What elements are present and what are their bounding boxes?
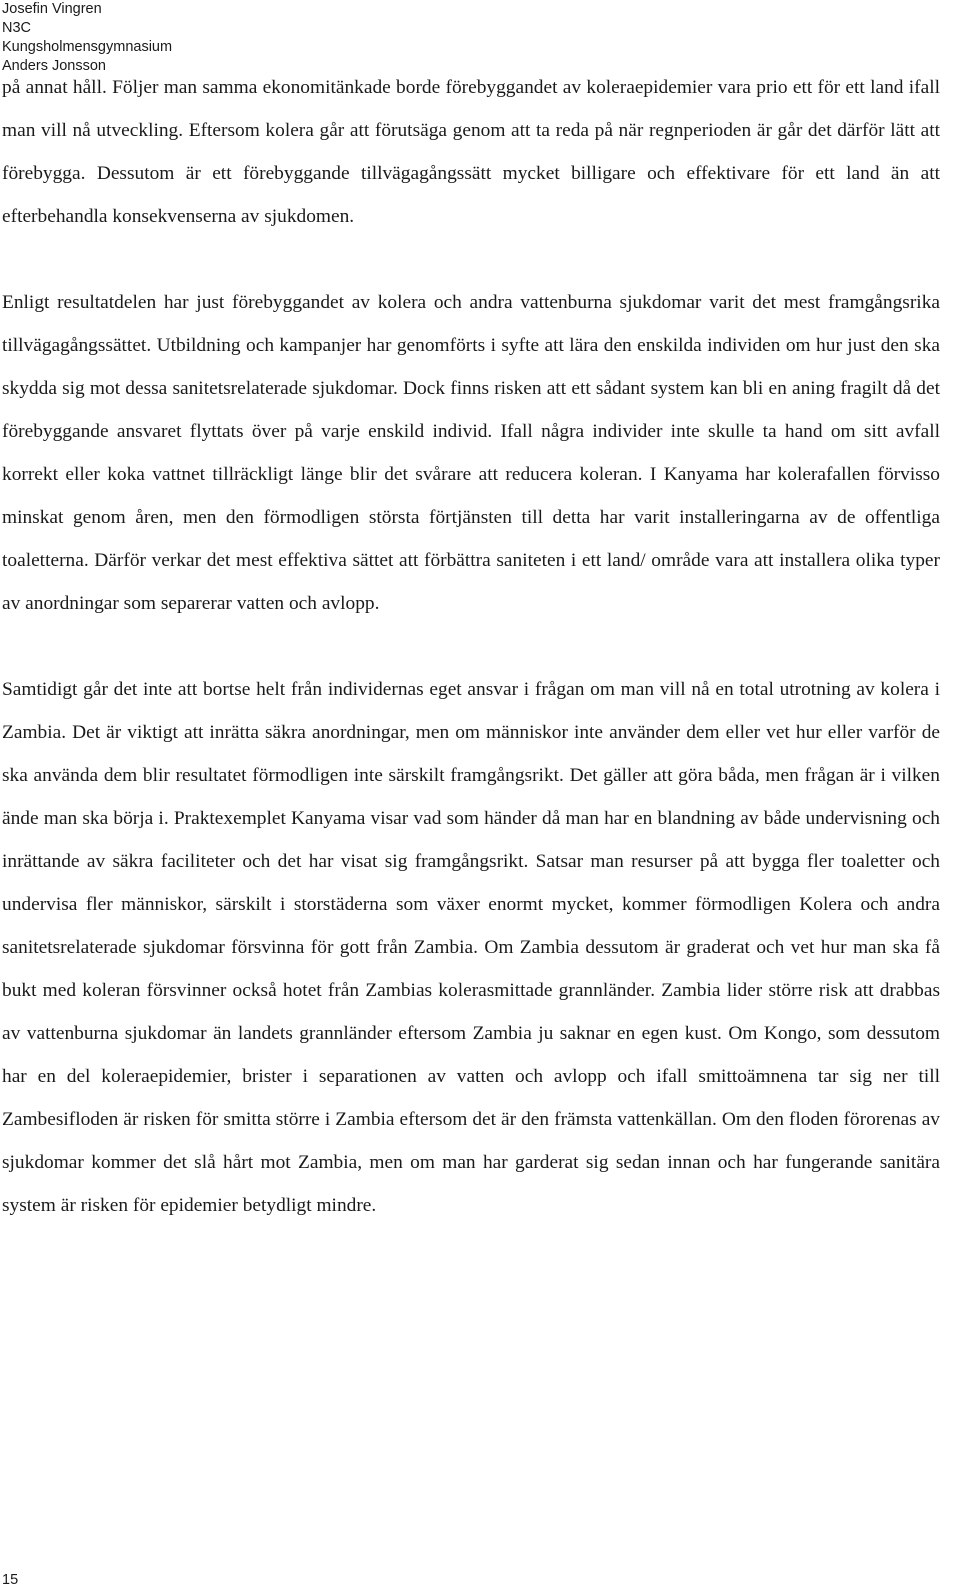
author-name: Josefin Vingren [2, 1, 102, 17]
document-body [2, 66, 940, 1227]
school-name: Kungsholmensgymnasium [2, 39, 173, 55]
paragraph-results-prevention: Enligt resultatdelen har just förebyggandet av kolera och andra vattenburna sjukdomar varit det mest framgångsrika tillvägagångssättet. Utbildning och kampanjer har genomförts i syfte att lära den enskilda individen om hur just den ska skydda sig mot dessa sanitetsrelaterade sjukdomar. Dock finns risken att ett sådant system kan bli en aning fragilt då det förebyggande ansvaret flyttats över på varje enskild individ. Ifall några individer inte skulle ta hand om sitt avfall korrekt eller koka vattnet tillräckligt länge blir det svårare att reducera koleran. I Kanyama har kolerafallen förvisso minskat genom åren, men den förmodligen största förtjänsten till detta har varit installeringarna av de offentliga toaletterna. Därför verkar det mest effektiva sättet att förbättra saniteten i ett land/ område vara att installera olika typer av anordningar som separerar vatten och avlopp. [2, 292, 940, 614]
page-number: 15 [2, 1572, 19, 1588]
page-header [2, 0, 172, 76]
class-name: N3C [2, 20, 32, 36]
paragraph-individual-responsibility: Samtidigt går det inte att bortse helt från individernas eget ansvar i frågan om man vill nå en total utrotning av kolera i Zambia. Det är viktigt att inrätta säkra anordningar, men om människor inte använder dem eller vet hur eller varför de ska använda dem blir resultatet förmodligen inte särskilt framgångsrikt. Det gäller att göra båda, men frågan är i vilken ände man ska börja i. Praktexemplet Kanyama visar vad som händer då man har en blandning av både undervisning och inrättande av säkra faciliteter och det har visat sig framgångsrikt. Satsar man resurser på att bygga fler toaletter och undervisa fler människor, särskilt i storstäderna som växer enormt mycket, kommer förmodligen Kolera och andra sanitetsrelaterade sjukdomar försvinna för gott från Zambia. Om Zambia dessutom är graderat och vet hur man ska få bukt med koleran försvinner också hotet från Zambias kolerasmittade grannländer. Zambia lider större risk att drabbas av vattenburna sjukdomar än landets grannländer eftersom Zambia ju saknar en egen kust. Om Kongo, som dessutom har en del koleraepidemier, brister i separationen av vatten och avlopp och ifall smittoämnena tar sig ner till Zambesifloden är risken för smitta större i Zambia eftersom det är den främsta vattenkällan. Om den floden förorenas av sjukdomar kommer det slå hårt mot Zambia, men om man har garderat sig sedan innan och har fungerande sanitära system är risken för epidemier betydligt mindre. [2, 679, 940, 1216]
teacher-name: Anders Jonsson [2, 58, 106, 74]
paragraph-prevention-economics: på annat håll. Följer man samma ekonomitänkade borde förebyggandet av koleraepidemier vara prio ett för ett land ifall man vill nå utveckling. Eftersom kolera går att förutsäga genom att ta reda på när regnperioden är går det därför lätt att förebygga. Dessutom är ett förebyggande tillvägagångssätt mycket billigare och effektivare för ett land än att efterbehandla konsekvenserna av sjukdomen. [2, 77, 940, 227]
